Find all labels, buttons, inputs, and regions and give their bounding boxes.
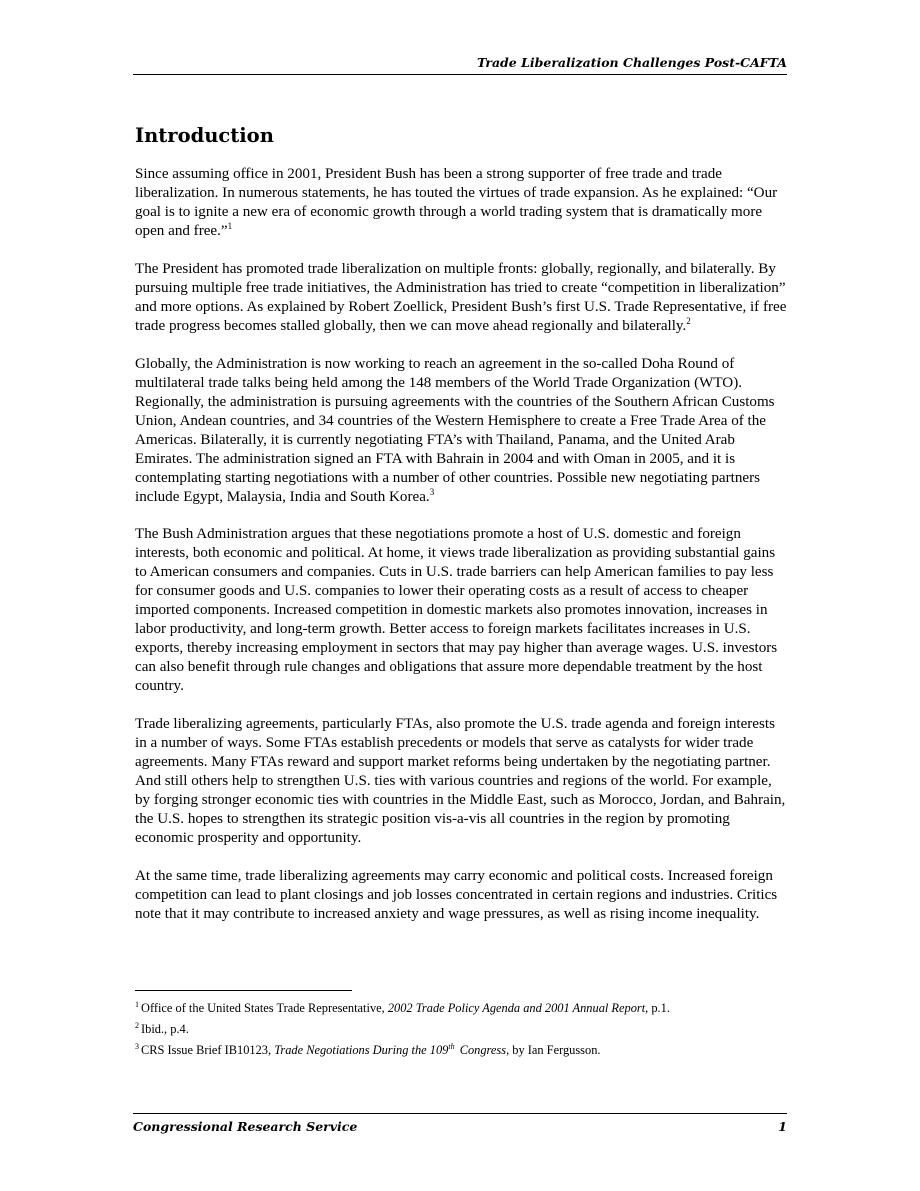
footnote-1-before: Office of the United States Trade Representative, bbox=[141, 1001, 388, 1015]
paragraph-4 bbox=[135, 525, 787, 696]
paragraph-3 bbox=[135, 355, 787, 507]
running-footer bbox=[133, 1113, 787, 1136]
footnote-3-number: 3 bbox=[135, 1042, 139, 1051]
publisher-name: Congressional Research Service bbox=[133, 1119, 358, 1134]
paragraph-3-text: Globally, the Administration is now working to reach an agreement in the so-called Doha Round of multilateral trade talks being held among the 148 members of the World Trade Organization (WTO). Regionally, the administration is pursuing agreements with the countries of the Southern African Customs Union, Andean countries, and 34 countries of the Western Hemisphere to create a Free Trade Area of the Americas. Bilaterally, it is currently negotiating FTA’s with Thailand, Panama, and the United Arab Emirates. The administration signed an FTA with Bahrain in 2004 and with Oman in 2005, and it is contemplating starting negotiations with a number of other countries. Possible new negotiating partners include Egypt, Malaysia, India and South Korea. bbox=[135, 355, 775, 505]
section-title: Introduction bbox=[135, 124, 274, 147]
footnote-1-number: 1 bbox=[135, 1000, 139, 1009]
main-content bbox=[135, 121, 787, 943]
footnote-1-after: p.1. bbox=[648, 1001, 670, 1015]
footnote-ref-1[interactable]: 1 bbox=[227, 221, 233, 231]
running-title: Trade Liberalization Challenges Post-CAFTA bbox=[476, 55, 787, 70]
running-header bbox=[133, 54, 787, 75]
footnote-3-before: CRS Issue Brief IB10123, bbox=[141, 1043, 275, 1057]
footnotes bbox=[135, 998, 795, 1061]
footnote-1 bbox=[135, 998, 795, 1019]
footnote-3-title bbox=[274, 1043, 509, 1057]
paragraph-1-text: Since assuming office in 2001, President Bush has been a strong supporter of free trade and trade liberalization. In numerous statements, he has touted the virtues of trade expansion. As he explained: “Our goal is to ignite a new era of economic growth through a world trading system that is dramatically more open and free.” bbox=[135, 166, 778, 239]
page-number: 1 bbox=[778, 1119, 787, 1134]
paragraph-1 bbox=[135, 165, 787, 241]
footnote-3-title-a: Trade Negotiations During the 109 bbox=[274, 1043, 449, 1057]
footnote-3-title-ordinal: th bbox=[448, 1042, 455, 1051]
footnote-2 bbox=[135, 1019, 795, 1040]
paragraph-5-text: Trade liberalizing agreements, particularly FTAs, also promote the U.S. trade agenda and foreign interests in a number of ways. Some FTAs establish precedents or models that serve as catalysts for wider trade agreements. Many FTAs reward and support market reforms being undertaken by the negotiating partner. And still others help to strengthen U.S. ties with various countries and regions of the world. For example, by forging stronger economic ties with countries in the Middle East, such as Morocco, Jordan, and Bahrain, the U.S. hopes to strengthen its strategic position vis-a-vis all countries in the region by promoting economic prosperity and opportunity. bbox=[135, 716, 786, 847]
paragraph-4-text: The Bush Administration argues that these negotiations promote a host of U.S. domestic and foreign interests, both economic and political. At home, it views trade liberalization as providing substantial gains to American consumers and companies. Cuts in U.S. trade barriers can help American families to pay less for consumer goods and U.S. companies to lower their operating costs as a result of access to cheaper imported components. Increased competition in domestic markets also promotes innovation, increases in labor productivity, and long-term growth. Better access to foreign markets facilitates increases in U.S. exports, thereby increasing employment in sectors that may pay higher than average wages. U.S. investors can also benefit through rule changes and obligations that assure more dependable treatment by the host country. bbox=[135, 526, 778, 695]
footnote-3-title-b: Congress, bbox=[456, 1043, 510, 1057]
paragraph-5 bbox=[135, 715, 787, 848]
footnote-3-after: by Ian Fergusson. bbox=[509, 1043, 601, 1057]
footnote-ref-2[interactable]: 2 bbox=[686, 315, 691, 326]
paragraph-6 bbox=[135, 867, 787, 924]
footnote-3 bbox=[135, 1040, 795, 1061]
paragraph-6-text: At the same time, trade liberalizing agreements may carry economic and political costs. Increased foreign competition can lead to plant closings and job losses concentrated in certain regions and industries. Critics note that it may contribute to increased anxiety and wage pressures, as well as rising income inequality. bbox=[135, 867, 778, 922]
footnote-separator bbox=[135, 990, 352, 991]
footnote-ref-3[interactable]: 3 bbox=[429, 486, 435, 497]
footnote-2-number: 2 bbox=[135, 1021, 139, 1030]
footnote-2-text: Ibid., p.4. bbox=[141, 1022, 189, 1036]
paragraph-2 bbox=[135, 260, 787, 336]
paragraph-2-text: The President has promoted trade liberalization on multiple fronts: globally, regionally, and bilaterally. By pursuing multiple free trade initiatives, the Administration has tried to create “competition in liberalization” and more options. As explained by Robert Zoellick, President Bush’s first U.S. Trade Representative, if free trade progress becomes stalled globally, then we can move ahead regionally and bilaterally. bbox=[135, 260, 787, 334]
footnote-1-title: 2002 Trade Policy Agenda and 2001 Annual Report, bbox=[387, 1001, 649, 1015]
